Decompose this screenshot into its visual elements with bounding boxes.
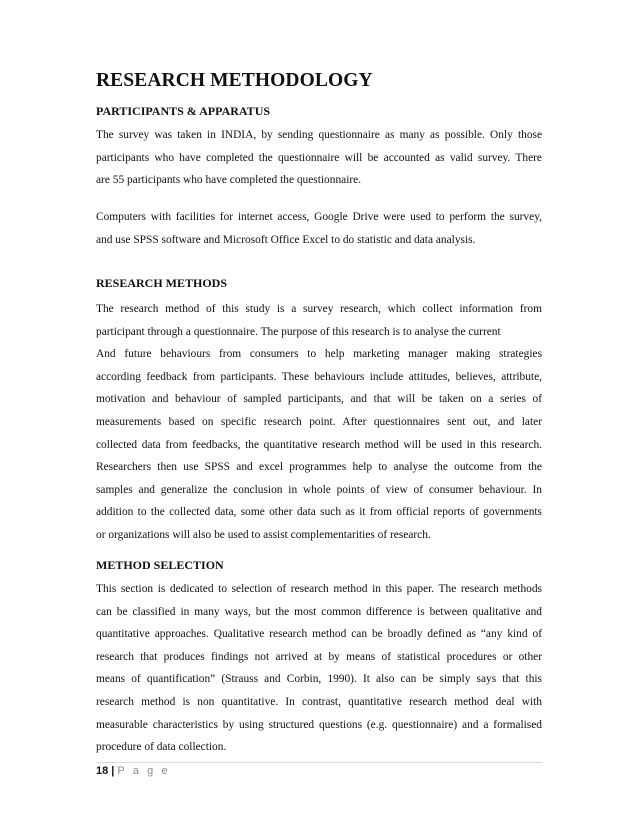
paragraph-research-methods (96, 298, 542, 547)
text-line: The survey was taken in INDIA, by sending questionnaire as many as possible. Only those (96, 129, 542, 141)
text-line: or organizations will also be used to assist complementarities of research. (96, 528, 431, 541)
text-line: procedure of data collection. (96, 741, 227, 754)
page-word: P a g e (117, 765, 171, 777)
text-line: and use SPSS software and Microsoft Office Excel to do statistic and data analysis. (96, 233, 476, 246)
paragraph-apparatus (96, 206, 542, 251)
text-line: quantitative approaches. Qualitative research method can be broadly defined as “any kind of (96, 628, 542, 641)
text-line: And future behaviours from consumers to help marketing manager making strategies (96, 348, 542, 361)
footer-separator: | (111, 765, 115, 777)
text-line: research method is non quantitative. In contrast, quantitative research method deal with (96, 695, 542, 708)
text-line: participants who have completed the questionnaire will be accounted as valid survey. There (96, 151, 542, 164)
page-footer (96, 765, 170, 777)
text-line: samples and generalize the conclusion in whole points of view of consumer behaviour. In (96, 483, 542, 496)
section-heading-method-selection: METHOD SELECTION (96, 558, 224, 572)
text-line: research that produces findings not arrived at by means of statistical procedures or other (96, 650, 542, 663)
paragraph-participants-survey (96, 124, 542, 192)
text-line: are 55 participants who have completed the questionnaire. (96, 174, 362, 187)
text-line: addition to the collected data, some other data such as it from official reports of governments (96, 506, 542, 519)
section-heading-research-methods: RESEARCH METHODS (96, 276, 228, 290)
text-line: The research method of this study is a survey research, which collect information from (96, 303, 542, 315)
text-line: Researchers then use SPSS and excel programmes help to analyse the outcome from the (96, 461, 542, 474)
text-line: participant through a questionnaire. The purpose of this research is to analyse the current (96, 325, 501, 338)
paragraph-method-selection (96, 578, 542, 759)
text-line: motivation and behaviour of sampled participants, and that will be taken on a series of (96, 393, 542, 406)
footer-divider (96, 762, 542, 763)
page-title: RESEARCH METHODOLOGY (96, 70, 373, 91)
text-line: This section is dedicated to selection of research method in this paper. The research methods (96, 583, 542, 595)
text-line: according feedback from participants. These behaviours include attitudes, believes, attribute, (96, 370, 542, 383)
page-number: 18 (96, 765, 109, 777)
text-line: collected data from feedbacks, the quantitative research method will be used in this research. (96, 438, 542, 451)
text-line: Computers with facilities for internet access, Google Drive were used to perform the survey, (96, 211, 542, 223)
text-line: measurable characteristics by using structured questions (e.g. questionnaire) and a formalised (96, 718, 542, 731)
text-line: means of quantification” (Strauss and Corbin, 1990). It also can be simply says that this (96, 673, 542, 686)
section-heading-participants: PARTICIPANTS & APPARATUS (96, 104, 271, 118)
text-line: measurements based on specific research point. After questionnaires sent out, and later (96, 415, 542, 428)
text-line: can be classified in many ways, but the most common difference is between qualitative and (96, 605, 542, 618)
